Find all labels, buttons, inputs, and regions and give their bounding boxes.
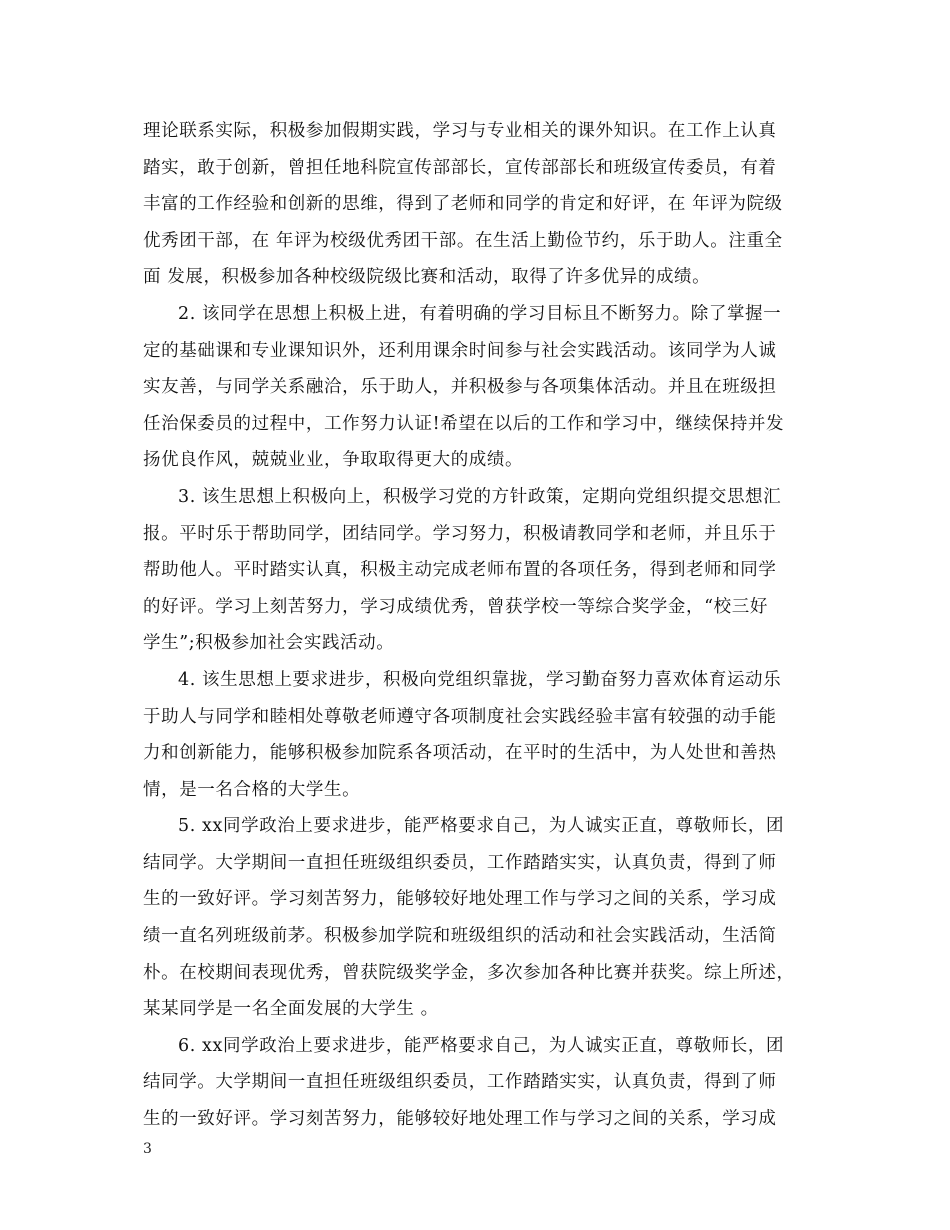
text-line: 理论联系实际，积极参加假期实践，学习与专业相关的课外知识。在工作上认真 — [143, 121, 777, 141]
text-line: 面 发展，积极参加各种校级院级比赛和活动，取得了许多优异的成绩。 — [143, 267, 711, 288]
paragraph-p-4 — [143, 662, 823, 808]
text-line: 4. 该生思想上要求进步，积极向党组织靠拢，学习勤奋努力喜欢体育运动乐 — [178, 669, 782, 690]
text-line: 力和创新能力，能够积极参加院系各项活动，在平时的生活中，为人处世和善热 — [143, 743, 777, 764]
text-line: 扬优良作风，兢兢业业，争取取得更大的成绩。 — [143, 450, 524, 471]
text-line: 3. 该生思想上积极向上，积极学习党的方针政策，定期向党组织提交思想汇 — [178, 486, 782, 507]
text-line: 结同学。大学期间一直担任班级组织委员，工作踏踏实实，认真负责，得到了师 — [143, 852, 777, 873]
paragraph-p-3 — [143, 479, 823, 662]
text-line: 丰富的工作经验和创新的思维，得到了老师和同学的肯定和好评，在 年评为院级 — [143, 194, 783, 215]
text-line: 定的基础课和专业课知识外，还利用课余时间参与社会实践活动。该同学为人诚 — [143, 340, 777, 361]
text-line: 情，是一名合格的大学生。 — [143, 779, 361, 800]
text-line: 朴。在校期间表现优秀，曾获院级奖学金，多次参加各种比赛并获奖。综上所述， — [143, 962, 795, 983]
text-line: 2. 该同学在思想上积极上进，有着明确的学习目标且不断努力。除了掌握一 — [178, 303, 782, 324]
text-line: 的好评。学习上刻苦努力，学习成绩优秀，曾获学校一等综合奖学金，“校三好 — [143, 596, 768, 617]
text-line: 生的一致好评。学习刻苦努力，能够较好地处理工作与学习之间的关系，学习成 — [143, 1109, 777, 1130]
text-line: 实友善，与同学关系融洽，乐于助人，并积极参与各项集体活动。并且在班级担 — [143, 377, 777, 398]
text-line: 任治保委员的过程中，工作努力认证!希望在以后的工作和学习中，继续保持并发 — [143, 413, 785, 434]
text-line: 绩一直名列班级前茅。积极参加学院和班级组织的活动和社会实践活动，生活简 — [143, 926, 777, 947]
text-line: 于助人与同学和睦相处尊敬老师遵守各项制度社会实践经验丰富有较强的动手能 — [143, 706, 777, 727]
paragraph-p-6 — [143, 1028, 823, 1138]
text-line: 帮助他人。平时踏实认真，积极主动完成老师布置的各项任务，得到老师和同学 — [143, 560, 777, 581]
paragraph-p-2 — [143, 296, 823, 479]
text-line: 踏实，敢于创新，曾担任地科院宣传部部长，宣传部部长和班级宣传委员，有着 — [143, 157, 777, 178]
text-line: 学生”;积极参加社会实践活动。 — [143, 633, 395, 654]
document-body — [143, 113, 823, 1138]
text-line: 报。平时乐于帮助同学，团结同学。学习努力，积极请教同学和老师，并且乐于 — [143, 523, 777, 544]
text-line: 结同学。大学期间一直担任班级组织委员，工作踏踏实实，认真负责，得到了师 — [143, 1072, 777, 1093]
page-number: 3 — [143, 1141, 152, 1157]
text-line: 某某同学是一名全面发展的大学生 。 — [143, 999, 439, 1020]
paragraph-p-5 — [143, 808, 823, 1028]
paragraph-p-intro — [143, 113, 823, 296]
text-line: 生的一致好评。学习刻苦努力，能够较好地处理工作与学习之间的关系，学习成 — [143, 889, 777, 910]
text-line: 优秀团干部，在 年评为校级优秀团干部。在生活上勤俭节约，乐于助人。注重全 — [143, 230, 783, 251]
text-line: 6. xx同学政治上要求进步，能严格要求自己，为人诚实正直，尊敬师长，团 — [178, 1035, 785, 1056]
text-line: 5. xx同学政治上要求进步，能严格要求自己，为人诚实正直，尊敬师长，团 — [178, 816, 785, 837]
